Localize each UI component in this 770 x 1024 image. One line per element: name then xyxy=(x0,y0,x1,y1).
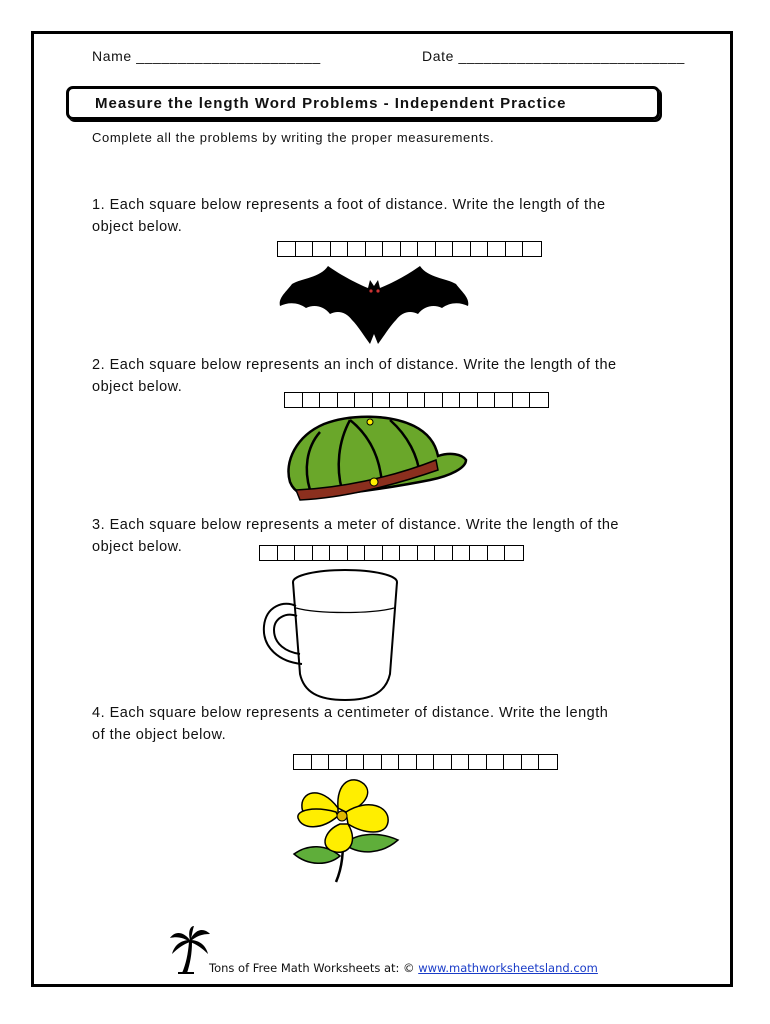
worksheet-title: Measure the length Word Problems - Independent Practice xyxy=(95,95,567,112)
ruler-square xyxy=(488,242,506,256)
problem-4-line-1: 4. Each square below represents a centimeter of distance. Write the length xyxy=(92,705,609,721)
cup-icon xyxy=(258,564,400,706)
ruler-square xyxy=(313,242,331,256)
ruler-square xyxy=(347,755,365,769)
ruler-square xyxy=(278,546,296,560)
ruler-square xyxy=(443,393,461,407)
ruler-square xyxy=(390,393,408,407)
ruler-square xyxy=(285,393,303,407)
ruler-square xyxy=(260,546,278,560)
ruler-square xyxy=(523,242,541,256)
ruler-square xyxy=(320,393,338,407)
problem-1-ruler xyxy=(277,241,542,257)
title-box xyxy=(66,86,660,120)
ruler-square xyxy=(418,546,436,560)
footer-link[interactable]: www.mathworksheetsland.com xyxy=(418,961,598,975)
ruler-square xyxy=(488,546,506,560)
ruler-square xyxy=(348,546,366,560)
problem-4-ruler xyxy=(293,754,558,770)
date-field-label: Date ___________________________ xyxy=(422,48,685,64)
ruler-square xyxy=(478,393,496,407)
ruler-square xyxy=(453,242,471,256)
ruler-square xyxy=(471,242,489,256)
ruler-square xyxy=(313,546,331,560)
ruler-square xyxy=(434,755,452,769)
ruler-square xyxy=(505,546,523,560)
ruler-square xyxy=(530,393,548,407)
palm-tree-icon xyxy=(170,926,210,974)
ruler-square xyxy=(355,393,373,407)
problem-3-line-1: 3. Each square below represents a meter of distance. Write the length of the xyxy=(92,517,619,533)
problem-1-line-2: object below. xyxy=(92,219,183,235)
ruler-square xyxy=(408,393,426,407)
ruler-square xyxy=(331,242,349,256)
ruler-square xyxy=(469,755,487,769)
problem-2-line-2: object below. xyxy=(92,379,183,395)
ruler-square xyxy=(418,242,436,256)
ruler-square xyxy=(417,755,435,769)
flower-icon xyxy=(290,774,410,884)
problem-3-ruler xyxy=(259,545,524,561)
ruler-square xyxy=(506,242,524,256)
ruler-square xyxy=(495,393,513,407)
problem-4-text xyxy=(92,702,608,746)
problem-2-line-1: 2. Each square below represents an inch of distance. Write the length of the xyxy=(92,357,617,373)
ruler-square xyxy=(365,546,383,560)
ruler-square xyxy=(539,755,557,769)
instructions: Complete all the problems by writing the proper measurements. xyxy=(92,130,495,145)
ruler-square xyxy=(338,393,356,407)
ruler-square xyxy=(348,242,366,256)
ruler-square xyxy=(452,755,470,769)
footer-text: Tons of Free Math Worksheets at: © xyxy=(209,961,419,975)
ruler-square xyxy=(296,242,314,256)
ruler-square xyxy=(513,393,531,407)
ruler-square xyxy=(435,546,453,560)
ruler-square xyxy=(278,242,296,256)
ruler-square xyxy=(487,755,505,769)
problem-3-line-2: object below. xyxy=(92,539,183,555)
ruler-square xyxy=(504,755,522,769)
ruler-square xyxy=(425,393,443,407)
ruler-square xyxy=(364,755,382,769)
ruler-square xyxy=(312,755,330,769)
ruler-square xyxy=(436,242,454,256)
bat-icon xyxy=(278,264,470,346)
ruler-square xyxy=(383,242,401,256)
ruler-square xyxy=(400,546,418,560)
ruler-square xyxy=(294,755,312,769)
name-field-label: Name ______________________ xyxy=(92,48,321,64)
ruler-square xyxy=(460,393,478,407)
problem-1-line-1: 1. Each square below represents a foot of distance. Write the length of the xyxy=(92,197,606,213)
ruler-square xyxy=(382,755,400,769)
ruler-square xyxy=(366,242,384,256)
ruler-square xyxy=(303,393,321,407)
footer xyxy=(209,961,598,975)
ruler-square xyxy=(401,242,419,256)
ruler-square xyxy=(383,546,401,560)
ruler-square xyxy=(522,755,540,769)
ruler-square xyxy=(329,755,347,769)
ruler-square xyxy=(399,755,417,769)
ruler-square xyxy=(453,546,471,560)
problem-2-ruler xyxy=(284,392,549,408)
problem-1-text xyxy=(92,194,606,238)
ruler-square xyxy=(330,546,348,560)
ruler-square xyxy=(373,393,391,407)
ruler-square xyxy=(470,546,488,560)
cap-icon xyxy=(280,412,470,504)
ruler-square xyxy=(295,546,313,560)
problem-4-line-2: of the object below. xyxy=(92,727,227,743)
